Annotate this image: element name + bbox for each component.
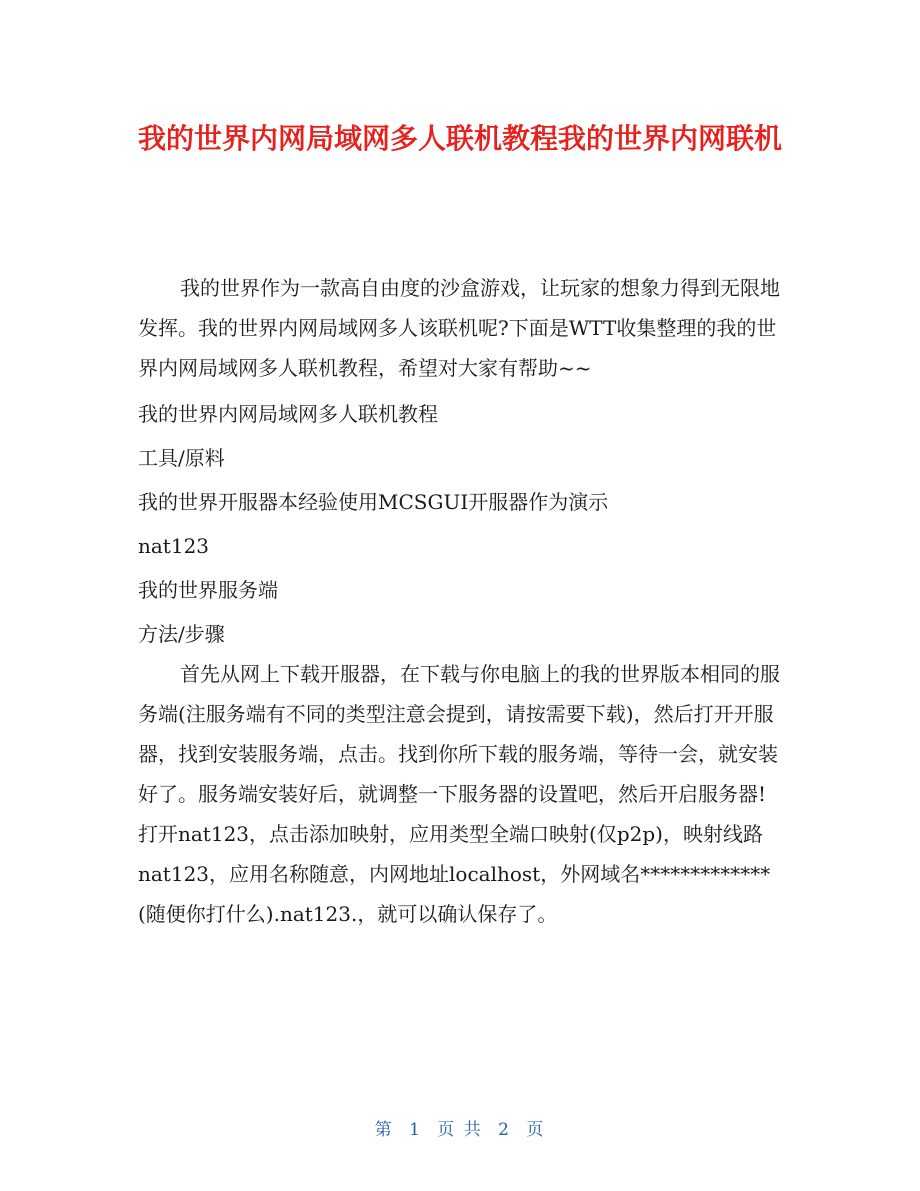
tools-heading: 工具/原料: [138, 446, 225, 470]
step-2-paragraph: 打开nat123，点击添加映射，应用类型全端口映射(仅p2p)，映射线路nat123，应用名称随意，内网地址localhost，外网域名*************(随便你打什么).nat123.，就可以确认保存了。: [138, 822, 771, 926]
page-footer: [0, 1115, 920, 1140]
footer-prefix: 第: [374, 1120, 394, 1140]
footer-suffix: 页: [526, 1120, 546, 1140]
step-1-paragraph: 首先从网上下载开服器，在下载与你电脑上的我的世界版本相同的服务端(注服务端有不同的类型注意会提到，请按需要下载)，然后打开开服器，找到安装服务端，点击。找到你所下载的服务端，等待一会，就安装好了。服务端安装好后，就调整一下服务器的设置吧，然后开启服务器!: [138, 662, 780, 806]
tool-item-1: 我的世界开服器本经验使用MCSGUI开服器作为演示: [138, 490, 609, 514]
intro-paragraph: 我的世界作为一款高自由度的沙盒游戏，让玩家的想象力得到无限地发挥。我的世界内网局域网多人该联机呢?下面是WTT收集整理的我的世界内网局域网多人联机教程，希望对大家有帮助~~: [138, 276, 780, 380]
footer-mid: 页 共: [437, 1120, 483, 1140]
tool-item-3: 我的世界服务端: [138, 578, 278, 602]
subheading: 我的世界内网局域网多人联机教程: [138, 402, 438, 426]
document-body: [138, 268, 783, 934]
document-title: 我的世界内网局域网多人联机教程我的世界内网联机: [137, 122, 782, 155]
method-heading: 方法/步骤: [138, 622, 225, 646]
footer-current-page: 1: [409, 1120, 422, 1140]
footer-total-pages: 2: [498, 1120, 511, 1140]
tool-item-2: nat123: [138, 534, 210, 558]
